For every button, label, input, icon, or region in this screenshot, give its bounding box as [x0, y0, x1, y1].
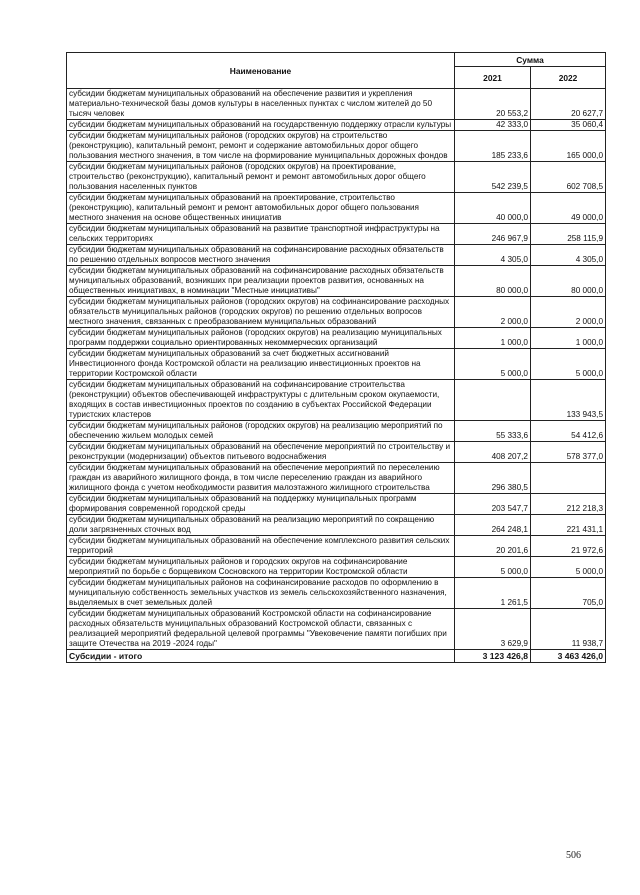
row-value-2021: 4 305,0 — [455, 245, 531, 266]
row-name-cell: субсидии бюджетам муниципальных образований на государственную поддержку отрасли культуры — [67, 120, 455, 131]
row-value-2022: 258 115,9 — [531, 224, 606, 245]
table-row — [67, 494, 606, 515]
table-row — [67, 89, 606, 120]
header-year-2022: 2022 — [531, 67, 606, 89]
row-value-2021: 203 547,7 — [455, 494, 531, 515]
row-value-2021: 5 000,0 — [455, 557, 531, 578]
row-name-cell: субсидии бюджетам муниципальных образований на поддержку муниципальных программ формирования современной городской среды — [67, 494, 455, 515]
table-row — [67, 245, 606, 266]
row-value-2021: 80 000,0 — [455, 266, 531, 297]
row-value-2021: 2 000,0 — [455, 297, 531, 328]
row-value-2021: 296 380,5 — [455, 463, 531, 494]
row-value-2021: 542 239,5 — [455, 162, 531, 193]
table-row — [67, 578, 606, 609]
table-row — [67, 421, 606, 442]
row-value-2022: 602 708,5 — [531, 162, 606, 193]
total-row — [67, 650, 606, 663]
row-value-2022: 20 627,7 — [531, 89, 606, 120]
row-name-cell: субсидии бюджетам муниципальных образований Костромской области на софинансирование расходных обязательств муниципальных образований Костромской области, связанных с реализацией мероприятий федеральной целевой программы "Увековечение памяти погибших при защите Отечества на 2019 -2024 годы" — [67, 609, 455, 650]
row-value-2022: 2 000,0 — [531, 297, 606, 328]
row-name-cell: субсидии бюджетам муниципальных районов (городских округов) на реализацию муниципальных программ поддержки социально ориентированных некоммерческих организаций — [67, 328, 455, 349]
table-row — [67, 380, 606, 421]
subsidies-table — [66, 52, 606, 663]
row-value-2022: 165 000,0 — [531, 131, 606, 162]
row-value-2022: 5 000,0 — [531, 349, 606, 380]
table-row — [67, 224, 606, 245]
row-name-cell: субсидии бюджетам муниципальных образований на обеспечение мероприятий по строительству и реконструкции (модернизации) объектов питьевого водоснабжения — [67, 442, 455, 463]
table-row — [67, 515, 606, 536]
row-value-2022: 4 305,0 — [531, 245, 606, 266]
row-value-2022: 212 218,3 — [531, 494, 606, 515]
row-value-2021: 1 261,5 — [455, 578, 531, 609]
row-value-2022: 133 943,5 — [531, 380, 606, 421]
row-name-cell: субсидии бюджетам муниципальных образований на проектирование, строительство (реконструкцию), капитальный ремонт и ремонт автомобильных дорог общего пользования местного значения на основе общественных инициатив — [67, 193, 455, 224]
row-value-2021: 20 201,6 — [455, 536, 531, 557]
table-row — [67, 193, 606, 224]
row-value-2021: 264 248,1 — [455, 515, 531, 536]
row-value-2022: 21 972,6 — [531, 536, 606, 557]
total-label: Субсидии - итого — [67, 650, 455, 663]
table-row — [67, 120, 606, 131]
row-value-2022: 80 000,0 — [531, 266, 606, 297]
row-value-2022: 5 000,0 — [531, 557, 606, 578]
row-value-2021: 408 207,2 — [455, 442, 531, 463]
table-body — [67, 89, 606, 650]
total-2021: 3 123 426,8 — [455, 650, 531, 663]
table-row — [67, 162, 606, 193]
budget-table-sheet — [66, 52, 605, 663]
row-name-cell: субсидии бюджетам муниципальных образований на софинансирование расходных обязательств муниципальных образований, возникших при реализации проектов развития, основанных на общественных инициативах, в номинации "Местные инициативы" — [67, 266, 455, 297]
page-number: 506 — [566, 850, 581, 861]
row-name-cell: субсидии бюджетам муниципальных районов (городских округов) на софинансирование расходных обязательств муниципальных районов (городских округов) по решению отдельных вопросов местного значения, связанных с преобразованием муниципальных образований — [67, 297, 455, 328]
row-value-2021: 20 553,2 — [455, 89, 531, 120]
row-name-cell: субсидии бюджетам муниципальных районов и городских округов на софинансирование мероприятий по борьбе с борщевиком Сосновского на территории Костромской области — [67, 557, 455, 578]
table-row — [67, 536, 606, 557]
table-row — [67, 266, 606, 297]
row-value-2022: 578 377,0 — [531, 442, 606, 463]
row-value-2021: 1 000,0 — [455, 328, 531, 349]
total-2022: 3 463 426,0 — [531, 650, 606, 663]
table-row — [67, 609, 606, 650]
row-value-2021: 246 967,9 — [455, 224, 531, 245]
row-value-2022: 1 000,0 — [531, 328, 606, 349]
row-name-cell: субсидии бюджетам муниципальных районов (городских округов) на проектирование, строительство (реконструкцию), капитальный ремонт и ремонт автомобильных дорог общего пользования населенных пунктов — [67, 162, 455, 193]
row-value-2022: 221 431,1 — [531, 515, 606, 536]
row-value-2022: 705,0 — [531, 578, 606, 609]
row-name-cell: субсидии бюджетам муниципальных районов (городских округов) на строительство (реконструкцию), капитальный ремонт, ремонт и содержание автомобильных дорог общего пользования местного значения, в том числе на формирование муниципальных дорожных фондов — [67, 131, 455, 162]
header-name: Наименование — [67, 53, 455, 89]
row-name-cell: субсидии бюджетам муниципальных образований на развитие транспортной инфраструктуры на сельских территориях — [67, 224, 455, 245]
table-row — [67, 442, 606, 463]
table-row — [67, 349, 606, 380]
row-value-2021: 185 233,6 — [455, 131, 531, 162]
row-name-cell: субсидии бюджетам муниципальных районов (городских округов) на реализацию мероприятий по обеспечению жильем молодых семей — [67, 421, 455, 442]
row-value-2022: 11 938,7 — [531, 609, 606, 650]
row-value-2021: 3 629,9 — [455, 609, 531, 650]
header-sum: Сумма — [455, 53, 606, 67]
row-name-cell: субсидии бюджетам муниципальных образований на обеспечение развития и укрепления материально-технической базы домов культуры в населенных пунктах с числом жителей до 50 тысяч человек — [67, 89, 455, 120]
table-row — [67, 297, 606, 328]
row-value-2022: 35 060,4 — [531, 120, 606, 131]
table-row — [67, 463, 606, 494]
row-name-cell: субсидии бюджетам муниципальных образований на софинансирование расходных обязательств по решению отдельных вопросов местного значения — [67, 245, 455, 266]
row-name-cell: субсидии бюджетам муниципальных образований на обеспечение комплексного развития сельских территорий — [67, 536, 455, 557]
row-value-2021: 55 333,6 — [455, 421, 531, 442]
table-row — [67, 557, 606, 578]
table-row — [67, 131, 606, 162]
row-value-2022: 49 000,0 — [531, 193, 606, 224]
header-year-2021: 2021 — [455, 67, 531, 89]
row-value-2021: 42 333,0 — [455, 120, 531, 131]
table-row — [67, 328, 606, 349]
row-value-2021: 40 000,0 — [455, 193, 531, 224]
row-name-cell: субсидии бюджетам муниципальных образований на обеспечение мероприятий по переселению граждан из аварийного жилищного фонда, в том числе переселению граждан из аварийного жилищного фонда с учетом необходимости развития малоэтажного жилищного строительства — [67, 463, 455, 494]
row-name-cell: субсидии бюджетам муниципальных образований за счет бюджетных ассигнований Инвестиционного фонда Костромской области на реализацию инвестиционных проектов на территории Костромской области — [67, 349, 455, 380]
row-value-2022 — [531, 463, 606, 494]
row-name-cell: субсидии бюджетам муниципальных районов на софинансирование расходов по оформлению в муниципальную собственность земельных участков из земель сельскохозяйственного назначения, выделяемых в счет земельных долей — [67, 578, 455, 609]
row-value-2022: 54 412,6 — [531, 421, 606, 442]
row-value-2021: 5 000,0 — [455, 349, 531, 380]
row-name-cell: субсидии бюджетам муниципальных образований на софинансирование строительства (реконструкции) объектов обеспечивающей инфраструктуры с длительным сроком окупаемости, входящих в состав инвестиционных проектов по созданию в субъектах Российской Федерации туристских кластеров — [67, 380, 455, 421]
row-name-cell: субсидии бюджетам муниципальных образований на реализацию мероприятий по сокращению доли загрязненных сточных вод — [67, 515, 455, 536]
row-value-2021 — [455, 380, 531, 421]
